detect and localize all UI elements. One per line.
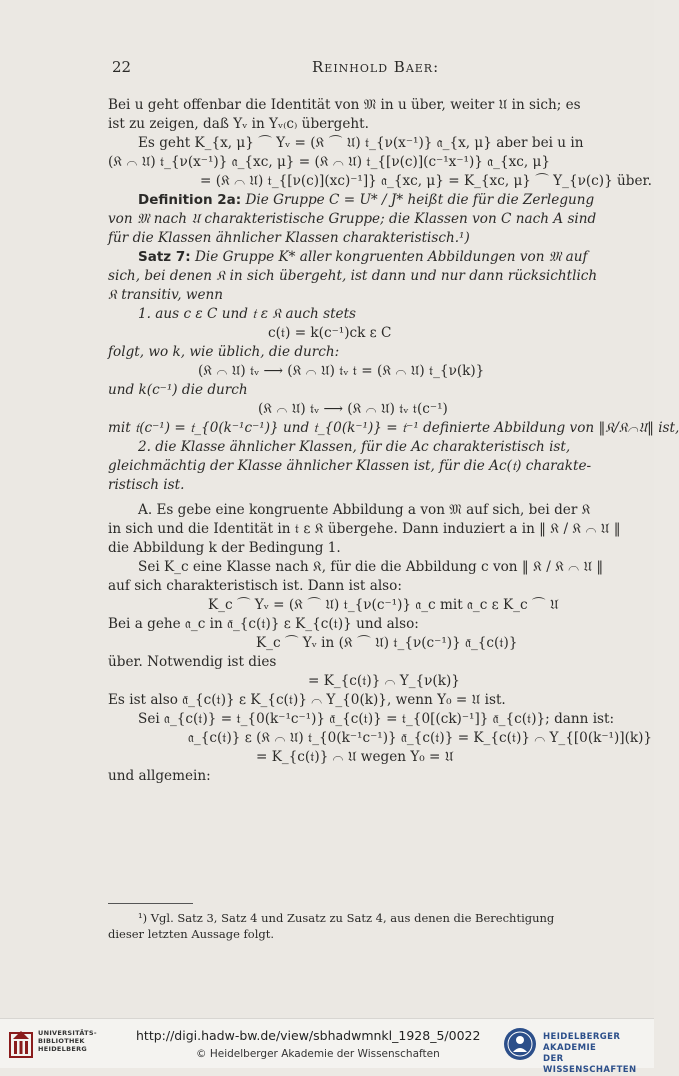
text-line: Es ist also 𝔞̄_{c(𝔱)} ε K_{c(𝔱)} ⌒ Y_{0(k)}, wenn Y₀ = 𝔘 ist.	[108, 692, 506, 708]
text-line: auf sich charakteristisch ist. Dann ist also:	[108, 578, 402, 594]
footnote-rule	[108, 903, 193, 904]
text-line: und allgemein:	[108, 768, 211, 784]
footnote-line: dieser letzten Aussage folgt.	[108, 927, 275, 941]
formula-line: (𝔎 ⌒ 𝔘) 𝔱_{ν(x⁻¹)} 𝔞_{xc, μ} = (𝔎 ⌒ 𝔘) 𝔱_{[ν(c)](c⁻¹x⁻¹)} 𝔞_{xc, μ}	[108, 154, 551, 170]
body-text	[108, 96, 679, 786]
text-line: und k(c⁻¹) die durch	[108, 382, 248, 398]
footnote-line: ¹) Vgl. Satz 3, Satz 4 und Zusatz zu Satz 4, aus denen die Berechtigung	[138, 911, 555, 925]
text-line: 2. die Klasse ähnlicher Klassen, für die Ac charakteristisch ist,	[138, 439, 571, 455]
text-line: von 𝔐 nach 𝔘 charakteristische Gruppe; die Klassen von C nach A sind	[108, 211, 597, 227]
text-line: die Abbildung k der Bedingung 1.	[108, 540, 341, 556]
text-line: Es geht K_{x, μ} ⌒ Yᵥ = (𝔎 ⌒ 𝔘) 𝔱_{ν(x⁻¹)} 𝔞_{x, μ} aber bei u in	[138, 135, 584, 151]
formula-line: = K_{c(𝔱)} ⌒ 𝔘 wegen Y₀ = 𝔘	[256, 749, 454, 765]
text-line: Bei u geht offenbar die Identität von 𝔐 in u über, weiter 𝔘 in sich; es	[108, 97, 581, 113]
satz-label: Satz 7:	[138, 249, 191, 265]
formula-line: c(𝔱) = k(c⁻¹)ck ε C	[268, 325, 392, 341]
academy-seal-icon[interactable]	[503, 1027, 537, 1061]
copyright-text: © Heidelberger Akademie der Wissenschaften	[196, 1048, 440, 1060]
text-line: ristisch ist.	[108, 477, 185, 493]
text-line: Sei 𝔞_{c(𝔱)} = 𝔱_{0(k⁻¹c⁻¹)} 𝔞̄_{c(𝔱)} = 𝔱_{0[(ck)⁻¹]} 𝔞̄_{c(𝔱)}; dann ist:	[138, 711, 615, 727]
definition-2a	[108, 191, 618, 210]
viewer-footer	[0, 1018, 654, 1075]
text-line: folgt, wo k, wie üblich, die durch:	[108, 344, 340, 360]
running-head: Reinhold Baer:	[312, 58, 440, 76]
formula-line: 𝔞_{c(𝔱)} ε (𝔎 ⌒ 𝔘) 𝔱_{0(k⁻¹c⁻¹)} 𝔞̄_{c(𝔱)} = K_{c(𝔱)} ⌒ Y_{[0(k⁻¹)](k)}	[188, 730, 653, 746]
text-line: 𝔎 transitiv, wenn	[108, 287, 224, 303]
footnote	[108, 910, 618, 942]
page-number: 22	[112, 58, 132, 76]
text-line: Sei K_c eine Klasse nach 𝔎, für die die Abbildung c von ‖ 𝔎 / 𝔎 ⌒ 𝔘 ‖	[138, 559, 604, 575]
university-library-name[interactable]: UNIVERSITÄTS- BIBLIOTHEK HEIDELBERG	[38, 1029, 97, 1053]
definition-label: Definition 2a:	[138, 192, 242, 208]
text-line: ist zu zeigen, daß Yᵥ in Yᵥ₍c₎ übergeht.	[108, 116, 369, 132]
document-url-link[interactable]: http://digi.hadw-bw.de/view/sbhadwmnkl_1928_5/0022	[136, 1028, 481, 1043]
formula-line: K_c ⌒ Yᵥ = (𝔎 ⌒ 𝔘) 𝔱_{ν(c⁻¹)} 𝔞_c mit 𝔞_c ε K_c ⌒ 𝔘	[208, 597, 559, 613]
text-line: Bei a gehe 𝔞_c in 𝔞̄_{c(𝔱)} ε K_{c(𝔱)} und also:	[108, 616, 419, 632]
formula-line: K_c ⌒ Yᵥ in (𝔎 ⌒ 𝔘) 𝔱_{ν(c⁻¹)} 𝔞̄_{c(𝔱)}	[256, 635, 518, 651]
university-library-logo-icon[interactable]	[8, 1027, 34, 1059]
satz-text: Die Gruppe K* aller kongruenten Abbildungen von 𝔐 auf	[194, 249, 588, 265]
text-line: mit 𝔱(c⁻¹) = 𝔱_{0(k⁻¹c⁻¹)} und 𝔱_{0(k⁻¹)} = 𝔱⁻¹ definierte Abbildung von ‖𝔎/𝔎⌒𝔘‖ ist,	[108, 420, 679, 436]
text-line: 1. aus c ε C und 𝔱 ε 𝔎 auch stets	[138, 306, 357, 322]
definition-text: Die Gruppe C = U* / J* heißt die für die Zerlegung	[245, 192, 595, 208]
satz-7	[108, 248, 618, 267]
academy-name[interactable]: HEIDELBERGER AKADEMIE DER WISSENSCHAFTEN	[543, 1032, 637, 1075]
text-line: sich, bei denen 𝔎 in sich übergeht, ist dann und nur dann rücksichtlich	[108, 268, 598, 284]
text-line: für die Klassen ähnlicher Klassen charakteristisch.¹)	[108, 230, 470, 246]
text-line: gleichmächtig der Klasse ähnlicher Klassen ist, für die Ac(𝔱) charakte-	[108, 458, 592, 474]
formula-line: = K_{c(𝔱)} ⌒ Y_{ν(k)}	[308, 673, 460, 689]
formula-line: (𝔎 ⌒ 𝔘) 𝔱ᵥ ⟶ (𝔎 ⌒ 𝔘) 𝔱ᵥ 𝔱(c⁻¹)	[258, 401, 448, 417]
text-line: in sich und die Identität in 𝔱 ε 𝔎 übergehe. Dann induziert a in ‖ 𝔎 / 𝔎 ⌒ 𝔘 ‖	[108, 521, 621, 537]
formula-line: (𝔎 ⌒ 𝔘) 𝔱ᵥ ⟶ (𝔎 ⌒ 𝔘) 𝔱ᵥ 𝔱 = (𝔎 ⌒ 𝔘) 𝔱_{ν(k)}	[198, 363, 485, 379]
formula-line: = (𝔎 ⌒ 𝔘) 𝔱_{[ν(c)](xc)⁻¹]} 𝔞_{xc, μ} = K_{xc, μ} ⌒ Y_{ν(c)} über.	[200, 173, 652, 189]
page-header	[112, 58, 542, 78]
text-line: über. Notwendig ist dies	[108, 654, 277, 670]
text-line: A. Es gebe eine kongruente Abbildung a von 𝔐 auf sich, bei der 𝔎	[138, 502, 591, 518]
